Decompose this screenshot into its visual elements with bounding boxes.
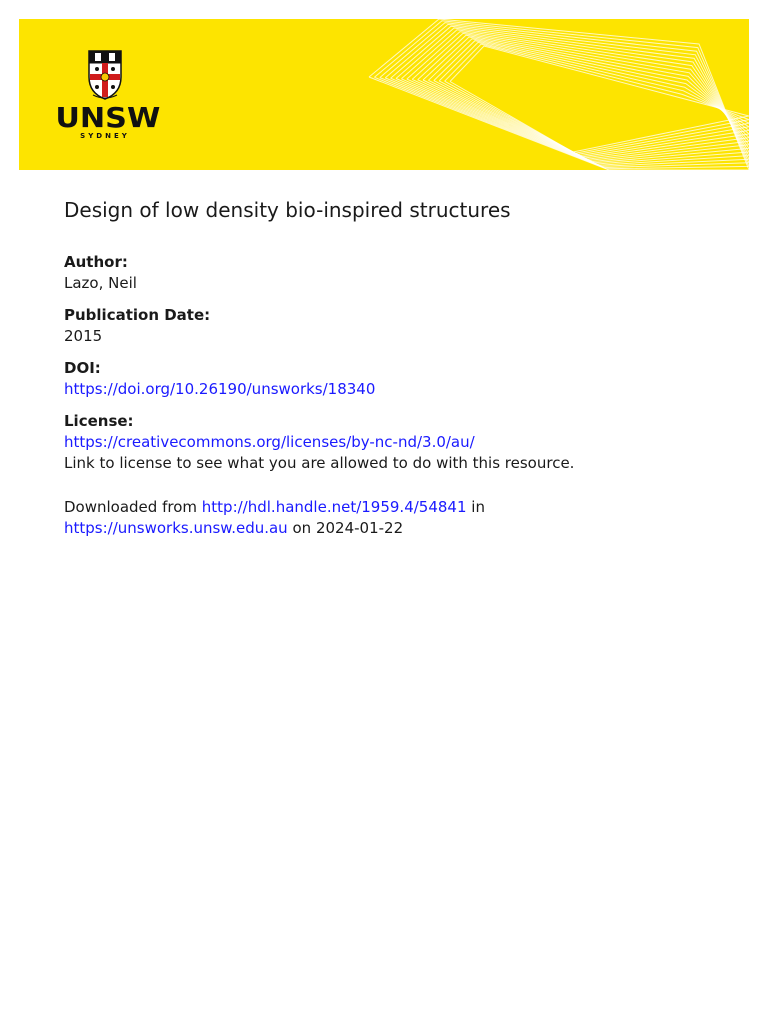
download-suffix: on — [292, 519, 312, 537]
download-note — [64, 497, 584, 539]
download-date: 2024-01-22 — [315, 519, 404, 537]
handle-link[interactable]: http://hdl.handle.net/1959.4/54841 — [201, 498, 467, 516]
doi-link[interactable]: https://doi.org/10.26190/unsworks/18340 — [64, 380, 376, 398]
license-note: Link to license to see what you are allowed to do with this resource. — [64, 454, 575, 472]
pattern-line — [418, 35, 749, 159]
document-title: Design of low density bio-inspired structures — [64, 198, 511, 222]
doi-label: DOI: — [64, 359, 101, 377]
publication-date-field — [64, 305, 724, 347]
document-info — [64, 196, 724, 539]
license-link[interactable]: https://creativecommons.org/licenses/by-nc-nd/3.0/au/ — [64, 433, 475, 451]
header-banner — [19, 19, 749, 170]
repository-link[interactable]: https://unsworks.unsw.edu.au — [64, 519, 288, 537]
download-prefix: Downloaded from — [64, 498, 197, 516]
download-middle: in — [471, 498, 485, 516]
publication-date-value: 2015 — [64, 327, 103, 345]
author-label: Author: — [64, 253, 128, 271]
logo-wordmark: UNSW — [55, 101, 161, 134]
license-field — [64, 411, 724, 474]
author-value: Lazo, Neil — [64, 274, 137, 292]
unsw-crest-icon — [87, 49, 123, 101]
logo-subtitle: SYDNEY — [80, 132, 130, 140]
unsw-logo[interactable] — [55, 49, 161, 141]
publication-date-label: Publication Date: — [64, 306, 211, 324]
doi-field — [64, 358, 724, 400]
author-field — [64, 252, 724, 294]
license-label: License: — [64, 412, 134, 430]
